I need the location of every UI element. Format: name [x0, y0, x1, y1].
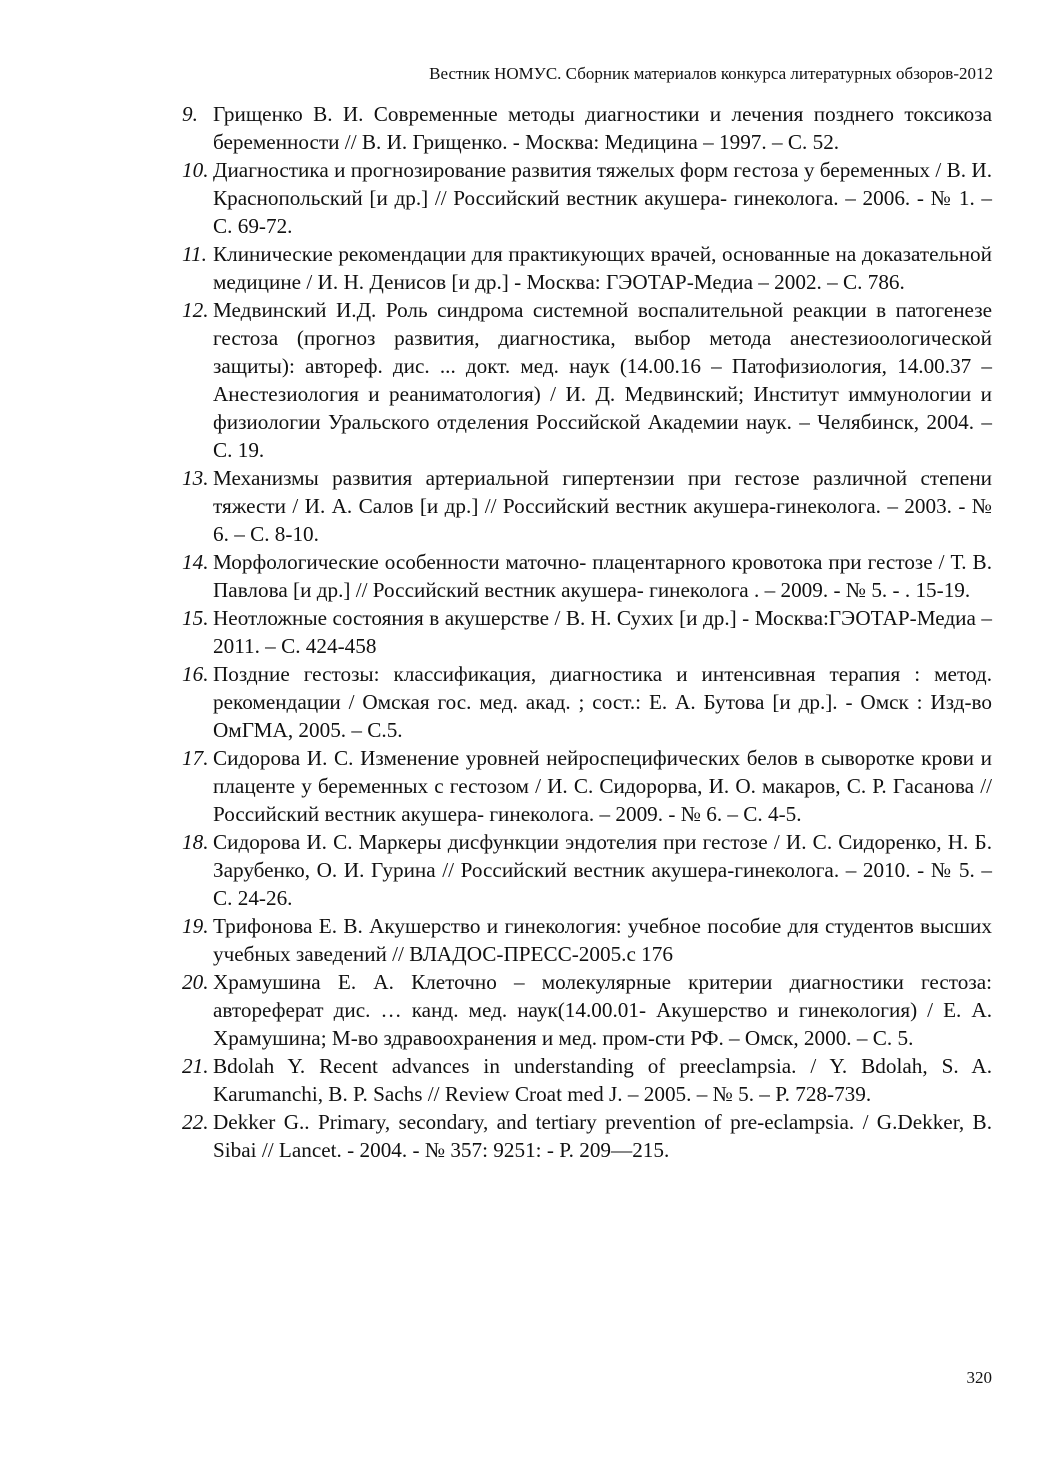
reference-text: Механизмы развития артериальной гипертензии при гестозе различной степени тяжести / И. А. Салов [и др.] // Российский вестник акушера-гинеколога. – 2003. - № 6. – С. 8-10. — [213, 466, 992, 546]
reference-number: 16. — [182, 662, 209, 686]
reference-text: Неотложные состояния в акушерстве / В. Н. Сухих [и др.] - Москва:ГЭОТАР-Медиа – 2011. – С. 424-458 — [213, 606, 992, 658]
reference-text: Bdolah Y. Recent advances in understanding of preeclampsia. / Y. Bdolah, S. A. Karumanchi, B. P. Sachs // Review Croat med J. – 2005. – № 5. – P. 728-739. — [213, 1054, 992, 1106]
reference-text: Морфологические особенности маточно- плацентарного кровотока при гестозе / Т. В. Павлова [и др.] // Российский вестник акушера- гинеколога . – 2009. - № 5. - . 15-19. — [213, 550, 992, 602]
reference-text: Диагностика и прогнозирование развития тяжелых форм гестоза у беременных / В. И. Краснопольский [и др.] // Российский вестник акушера- гинеколога. – 2006. - № 1. – С. 69-72. — [213, 158, 992, 238]
reference-item — [182, 744, 992, 828]
reference-text: Медвинский И.Д. Роль синдрома системной воспалительной реакции в патогенезе гестоза (прогноз развития, диагностика, выбор метода анестезиоологической защиты): автореф. дис. ... докт. мед. наук (14.00.16 – Патофизиология, 14.00.37 – Анестезиология и реаниматология) / И. Д. Медвинский; Институт иммунологии и физиологии Уральского отделения Российской Академии наук. – Челябинск, 2004. – С. 19. — [213, 298, 992, 462]
running-header: Вестник НОМУС. Сборник материалов конкурса литературных обзоров-2012 — [429, 64, 993, 83]
reference-text: Поздние гестозы: классификация, диагностика и интенсивная терапия : метод. рекомендации / Омская гос. мед. акад. ; сост.: Е. А. Бутова [и др.]. - Омск : Изд-во ОмГМА, 2005. – С.5. — [213, 662, 992, 742]
reference-number: 20. — [182, 970, 209, 994]
reference-number: 22. — [182, 1110, 209, 1134]
reference-item — [182, 548, 992, 604]
reference-item — [182, 968, 992, 1052]
reference-number: 10. — [182, 158, 209, 182]
reference-text: Храмушина Е. А. Клеточно – молекулярные критерии диагностики гестоза: автореферат дис. … канд. мед. наук(14.00.01- Акушерство и гинекология) / Е. А. Храмушина; М-во здравоохранения и мед. пром-сти РФ. – Омск, 2000. – С. 5. — [213, 970, 992, 1050]
reference-number: 19. — [182, 914, 209, 938]
reference-text: Сидорова И. С. Маркеры дисфункции эндотелия при гестозе / И. С. Сидоренко, Н. Б. Зарубенко, О. И. Гурина // Российский вестник акушера-гинеколога. – 2010. - № 5. – С. 24-26. — [213, 830, 992, 910]
reference-item — [182, 828, 992, 912]
reference-item — [182, 1052, 992, 1108]
reference-number: 13. — [182, 466, 209, 490]
reference-item — [182, 296, 992, 464]
reference-number: 11. — [182, 242, 207, 266]
reference-number: 18. — [182, 830, 209, 854]
reference-text: Клинические рекомендации для практикующих врачей, основанные на доказательной медицине / И. Н. Денисов [и др.] - Москва: ГЭОТАР-Медиа – 2002. – С. 786. — [213, 242, 992, 294]
page-number: 320 — [966, 1368, 992, 1387]
reference-number: 15. — [182, 606, 209, 630]
reference-number: 17. — [182, 746, 209, 770]
reference-item — [182, 156, 992, 240]
reference-item — [182, 660, 992, 744]
reference-text: Трифонова Е. В. Акушерство и гинекология: учебное пособие для студентов высших учебных заведений // ВЛАДОС-ПРЕСС-2005.с 176 — [213, 914, 992, 966]
reference-number: 9. — [182, 102, 198, 126]
reference-number: 12. — [182, 298, 209, 322]
reference-text: Сидорова И. С. Изменение уровней нейроспецифических белов в сыворотке крови и плаценте у беременных с гестозом / И. С. Сидорорва, И. О. макаров, С. Р. Гасанова // Российский вестник акушера- гинеколога. – 2009. - № 6. – С. 4-5. — [213, 746, 992, 826]
reference-text: Грищенко В. И. Современные методы диагностики и лечения позднего токсикоза беременности // В. И. Грищенко. - Москва: Медицина – 1997. – С. 52. — [213, 102, 992, 154]
reference-number: 21. — [182, 1054, 209, 1078]
reference-text: Dekker G.. Primary, secondary, and tertiary prevention of pre-eclampsia. / G.Dekker, B. Sibai // Lancet. - 2004. - № 357: 9251: - P. 209—215. — [213, 1110, 992, 1162]
reference-item — [182, 1108, 992, 1164]
reference-number: 14. — [182, 550, 209, 574]
reference-item — [182, 100, 992, 156]
reference-list — [182, 100, 992, 1164]
reference-item — [182, 912, 992, 968]
reference-item — [182, 604, 992, 660]
reference-item — [182, 240, 992, 296]
reference-item — [182, 464, 992, 548]
